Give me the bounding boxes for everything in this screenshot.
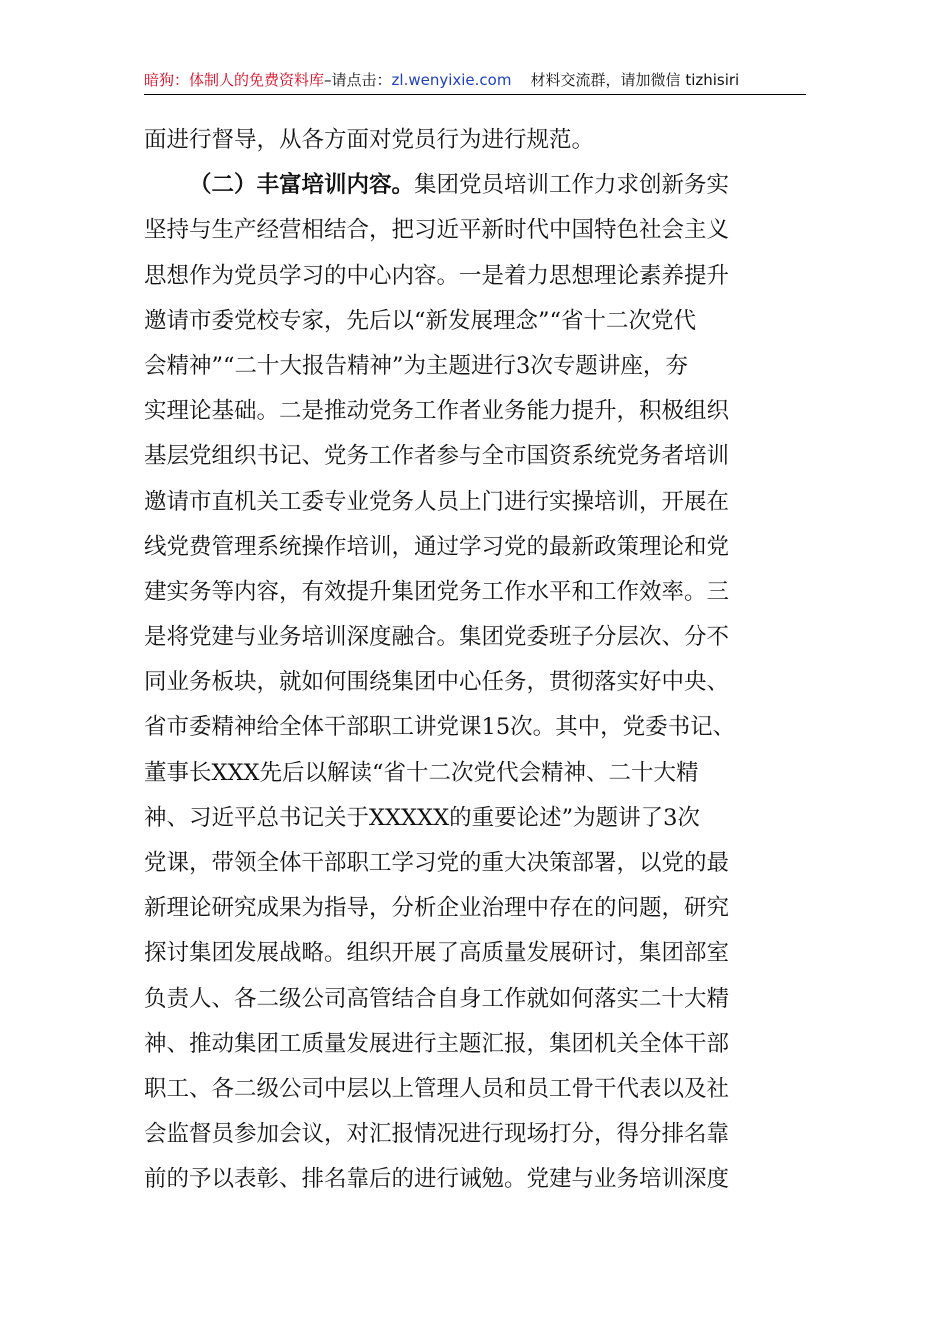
section-heading-rest: 集团党员培训工作力求创新务实 [414,172,730,199]
body-line-15: 董事长XXX先后以解读“省十二次党代会精神、二十大精 [144,759,699,786]
page-header-banner [144,66,806,95]
header-wechat-note [511,71,739,89]
body-line-21: 神、推动集团工质量发展进行主题汇报，集团机关全体干部 [144,1030,730,1057]
body-line-17: 党课，带领全体干部职工学习党的重大决策部署，以党的最 [144,850,730,876]
body-line-6: 会精神”“二十大报告精神”为主题进行3次专题讲座，夯 [144,352,688,379]
body-line-22: 职工、各二级公司中层以上管理人员和员工骨干代表以及社 [144,1075,730,1102]
body-line-14: 省市委精神给全体干部职工讲党课15次。其中，党委书记、 [144,714,736,741]
body-line-5: 邀请市委党校专家，先后以“新发展理念”“省十二次党代 [144,307,697,334]
body-line-4: 思想作为党员学习的中心内容。一是着力思想理论素养提升 [144,262,730,289]
body-line-16: 神、习近平总书记关于XXXXX的重要论述”为题讲了3次 [144,804,700,831]
body-line-20: 负责人、各二级公司高管结合自身工作就如何落实二十大精 [144,985,730,1012]
body-line-9: 邀请市直机关工委专业党务人员上门进行实操培训，开展在 [144,488,730,515]
document-body [144,118,812,1203]
header-site-link[interactable]: zl.wenyixie.com [391,71,512,89]
header-site-name: 暗狗：体制人的免费资料库 [144,71,325,89]
body-line-13: 同业务板块，就如何围绕集团中心任务，贯彻落实好中央、 [144,669,730,696]
header-click-prompt: –请点击： [324,71,392,89]
body-line-3: 坚持与生产经营相结合，把习近平新时代中国特色社会主义 [144,217,730,244]
body-line-11: 建实务等内容，有效提升集团党务工作水平和工作效率。三 [144,578,730,605]
body-line-1: 面进行督导，从各方面对党员行为进行规范。 [144,127,595,153]
body-line-7: 实理论基础。二是推动党务工作者业务能力提升，积极组织 [144,398,730,425]
body-line-23: 会监督员参加会议，对汇报情况进行现场打分，得分排名靠 [144,1121,730,1148]
body-line-24: 前的予以表彰、排名靠后的进行诫勉。党建与业务培训深度 [144,1166,730,1193]
body-line-10: 线党费管理系统操作培训，通过学习党的最新政策理论和党 [144,533,730,560]
body-line-19: 探讨集团发展战略。组织开展了高质量发展研讨，集团部室 [144,940,730,967]
body-line-18: 新理论研究成果为指导，分析企业治理中存在的问题，研究 [144,895,730,922]
header-wechat-text: 材料交流群，请加微信 tizhisiri [530,71,740,89]
section-heading: （二）丰富培训内容。 [189,172,415,199]
section-heading-line [144,163,812,208]
body-line-12: 是将党建与业务培训深度融合。集团党委班子分层次、分不 [144,624,730,651]
body-line-8: 基层党组织书记、党务工作者参与全市国资系统党务者培训 [144,443,730,470]
